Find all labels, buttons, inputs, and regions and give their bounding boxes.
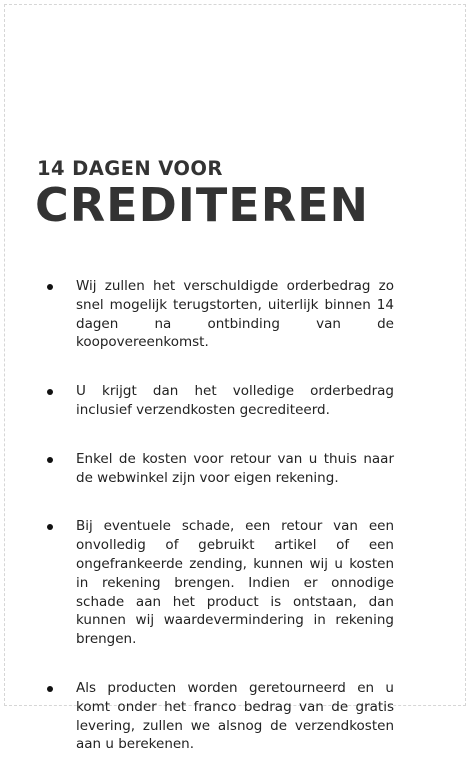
list-item bbox=[0, 277, 470, 352]
bullet-icon bbox=[47, 524, 53, 530]
bullet-icon bbox=[47, 389, 53, 395]
list-item-text: Als producten worden geretourneerd en u komt onder het franco bedrag van de gratis levering, zullen we alsnog de verzendkosten aan u berekenen. bbox=[76, 679, 394, 753]
bullet-icon bbox=[47, 284, 53, 290]
list-item-text: Enkel de kosten voor retour van u thuis naar de webwinkel zijn voor eigen rekening. bbox=[76, 450, 394, 486]
list-item-text: Wij zullen het verschuldigde orderbedrag zo snel mogelijk terugstorten, uiterlijk binnen 14 dagen na ontbinding van de koopovereenkomst. bbox=[76, 278, 394, 351]
list-item bbox=[0, 517, 470, 649]
list-item bbox=[0, 450, 470, 488]
list-item bbox=[0, 382, 470, 420]
page-subtitle: 14 DAGEN VOOR bbox=[37, 157, 223, 180]
bullet-icon bbox=[47, 457, 53, 463]
list-item bbox=[0, 679, 470, 754]
list-item-text: U krijgt dan het volledige orderbedrag inclusief verzendkosten gecrediteerd. bbox=[76, 383, 394, 418]
bullet-list bbox=[0, 277, 470, 784]
bullet-icon bbox=[47, 686, 53, 692]
page-title: CREDITEREN bbox=[35, 178, 370, 232]
list-item-text: Bij eventuele schade, een retour van een onvolledig of gebruikt artikel of een ongefrankeerde zending, kunnen wij u kosten in rekening brengen. Indien er onnodige schade aan het product is ontstaan, dan kunnen wij waardevermindering in rekening brengen. bbox=[76, 518, 394, 648]
